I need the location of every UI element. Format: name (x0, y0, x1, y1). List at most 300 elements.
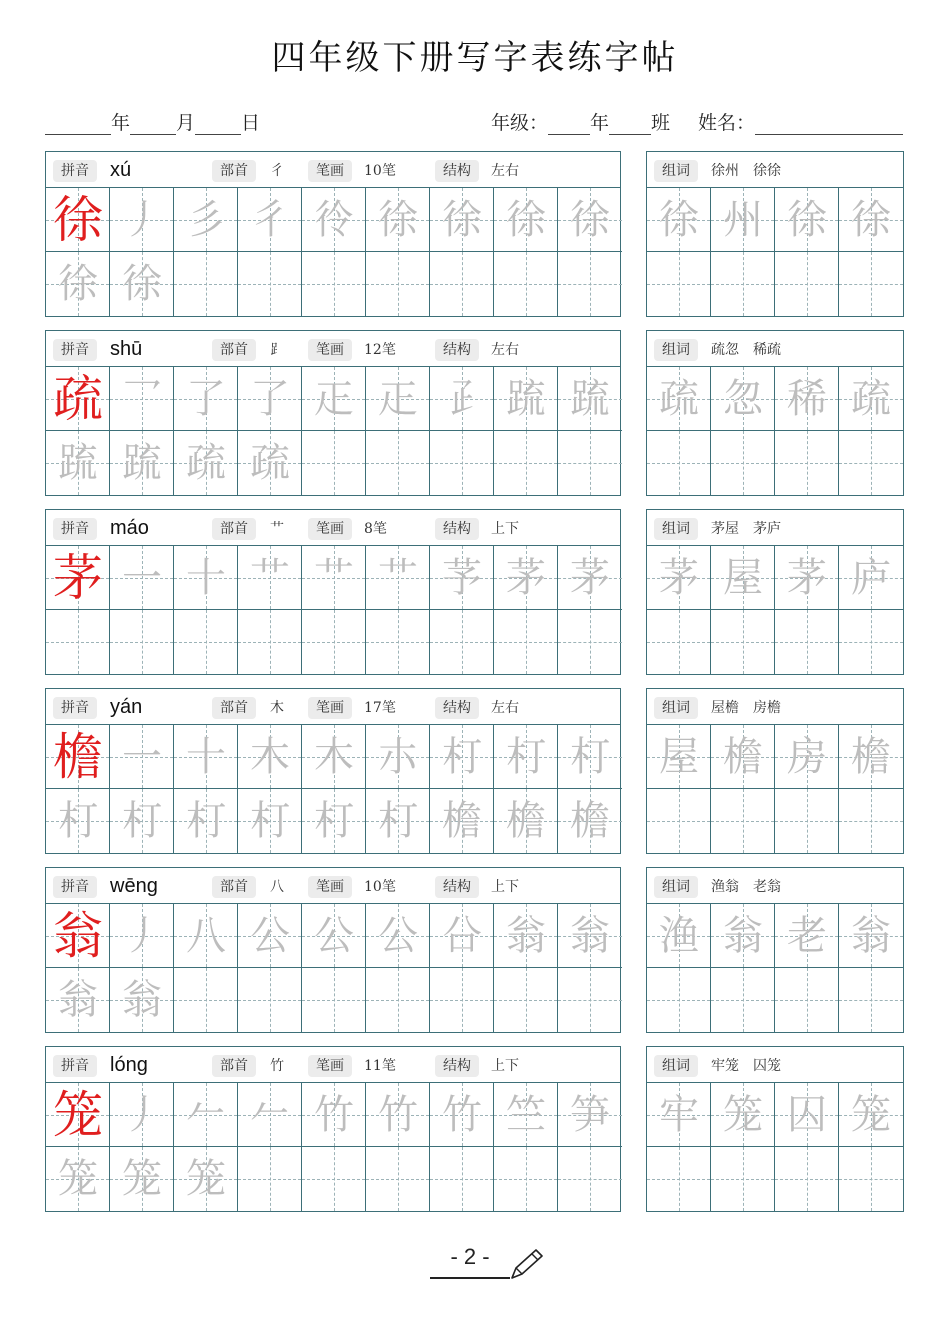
strokes-tag: 笔画 (308, 160, 352, 182)
grid-cell[interactable] (494, 431, 558, 495)
grid-cell[interactable] (647, 789, 711, 853)
grid-cell[interactable] (110, 546, 174, 610)
word-character: 翁 (723, 913, 763, 959)
trace-character: 艹 (378, 555, 418, 601)
trace-character: 䟽 (58, 440, 98, 486)
grid-cell[interactable] (238, 789, 302, 853)
grid-cell[interactable] (647, 968, 711, 1032)
words-box (646, 1046, 904, 1212)
word-character: 笼 (723, 1092, 763, 1138)
grid-cell[interactable] (366, 367, 430, 431)
grid-cell[interactable] (839, 431, 903, 495)
words-tag: 组词 (654, 876, 698, 898)
practice-box (45, 1046, 621, 1212)
grid-cell[interactable] (302, 546, 366, 610)
grid-cell[interactable] (46, 968, 110, 1032)
practice-box (45, 688, 621, 854)
class-label: 班 (650, 112, 670, 134)
grid-cell[interactable] (302, 1083, 366, 1147)
trace-character: 了 (186, 376, 226, 422)
grid-cell[interactable] (366, 904, 430, 968)
grid-cell[interactable] (494, 904, 558, 968)
grid-cell[interactable] (302, 789, 366, 853)
grid-cell[interactable] (647, 610, 711, 674)
trace-character: 檐 (506, 798, 546, 844)
trace-character: 徐 (570, 197, 610, 243)
grid-cell[interactable] (775, 1083, 839, 1147)
word-character: 忽 (723, 376, 763, 422)
grid-cell[interactable] (494, 188, 558, 252)
grid-cell[interactable] (238, 1147, 302, 1211)
grid-cell[interactable] (775, 546, 839, 610)
grid-cell[interactable] (494, 367, 558, 431)
words-header (647, 510, 903, 546)
words-box (646, 151, 904, 317)
pinyin-tag: 拼音 (53, 339, 97, 361)
trace-character: 朾 (122, 798, 162, 844)
grid-cell[interactable] (775, 789, 839, 853)
strokes-value: 8笔 (364, 521, 387, 537)
grid-cell[interactable] (430, 610, 494, 674)
structure-tag: 结构 (435, 518, 479, 540)
grid-cell[interactable] (711, 431, 775, 495)
grid-cell[interactable] (110, 367, 174, 431)
radical-value: 木 (270, 700, 284, 716)
grid-cell[interactable] (238, 1083, 302, 1147)
structure-value: 上下 (491, 521, 519, 537)
trace-character: 笼 (58, 1156, 98, 1202)
grid-cell[interactable] (174, 904, 238, 968)
grid-cell[interactable] (494, 725, 558, 789)
grid-cell[interactable] (366, 789, 430, 853)
grid-cell[interactable] (302, 904, 366, 968)
trace-character: 翁 (122, 977, 162, 1023)
grid-cell[interactable] (366, 546, 430, 610)
grid-cell[interactable] (647, 188, 711, 252)
pinyin-value: lóng (110, 1054, 148, 1076)
char-section (45, 509, 905, 677)
trace-character: 翁 (570, 913, 610, 959)
word-character: 疏 (851, 376, 891, 422)
grid-cell[interactable] (238, 610, 302, 674)
grid-cell[interactable] (46, 431, 110, 495)
grid-cell[interactable] (711, 968, 775, 1032)
word-character: 笼 (851, 1092, 891, 1138)
grid-cell[interactable] (302, 725, 366, 789)
trace-character: 徐 (442, 197, 482, 243)
strokes-value: 17笔 (364, 700, 396, 716)
words-box (646, 330, 904, 496)
trace-character: 彾 (314, 197, 354, 243)
strokes-tag: 笔画 (308, 697, 352, 719)
grid-cell[interactable] (558, 431, 622, 495)
grid-cell[interactable] (46, 188, 110, 252)
grid-cell[interactable] (238, 904, 302, 968)
grid-cell[interactable] (711, 188, 775, 252)
pinyin-value: máo (110, 517, 149, 539)
grid-cell[interactable] (647, 546, 711, 610)
radical-value: ⻊ (270, 342, 284, 358)
trace-character: 𠂉 (186, 1092, 226, 1138)
grid-cell[interactable] (558, 968, 622, 1032)
grid-cell[interactable] (174, 1083, 238, 1147)
grid-cell[interactable] (775, 968, 839, 1032)
grid-cell[interactable] (174, 188, 238, 252)
grid-cell[interactable] (430, 725, 494, 789)
grid-cell[interactable] (558, 904, 622, 968)
strokes-value: 10笔 (364, 163, 396, 179)
grid-cell[interactable] (647, 431, 711, 495)
grid-cell[interactable] (174, 725, 238, 789)
trace-character: 𠂉 (250, 1092, 290, 1138)
grid-cell[interactable] (839, 725, 903, 789)
year-label: 年 (111, 112, 131, 134)
grid-cell[interactable] (366, 610, 430, 674)
word-character: 檐 (851, 734, 891, 780)
grid-cell[interactable] (174, 610, 238, 674)
grid-cell[interactable] (174, 1147, 238, 1211)
words-value: 茅屋 茅庐 (711, 521, 781, 537)
grid-cell[interactable] (46, 252, 110, 316)
word-character: 老 (787, 913, 827, 959)
grid-cell[interactable] (46, 789, 110, 853)
grid-cell[interactable] (430, 904, 494, 968)
grid-cell[interactable] (775, 610, 839, 674)
trace-character: 朾 (186, 798, 226, 844)
grid-cell[interactable] (711, 1083, 775, 1147)
trace-character: 徐 (122, 261, 162, 307)
grid-cell[interactable] (366, 1083, 430, 1147)
trace-character: 彡 (186, 197, 226, 243)
month-label: 月 (176, 112, 196, 134)
words-value: 牢笼 囚笼 (711, 1058, 781, 1074)
structure-value: 上下 (491, 879, 519, 895)
grid-cell[interactable] (839, 1083, 903, 1147)
grid-cell[interactable] (174, 367, 238, 431)
grid-cell[interactable] (366, 725, 430, 789)
trace-character: 公 (378, 913, 418, 959)
trace-character: 笋 (570, 1092, 610, 1138)
grid-cell[interactable] (775, 367, 839, 431)
pinyin-tag: 拼音 (53, 876, 97, 898)
grid-cell[interactable] (558, 367, 622, 431)
strokes-tag: 笔画 (308, 1055, 352, 1077)
grid-cell[interactable] (46, 367, 110, 431)
grid-cell[interactable] (238, 367, 302, 431)
grid-cell[interactable] (647, 1083, 711, 1147)
grid-cell[interactable] (711, 610, 775, 674)
grid-cell[interactable] (711, 252, 775, 316)
trace-character: 芧 (442, 555, 482, 601)
grid-cell[interactable] (558, 252, 622, 316)
trace-character: 竹 (378, 1092, 418, 1138)
words-value: 渔翁 老翁 (711, 879, 781, 895)
strokes-tag: 笔画 (308, 339, 352, 361)
word-character: 茅 (659, 555, 699, 601)
grid-cell[interactable] (174, 546, 238, 610)
trace-character: 徐 (378, 197, 418, 243)
grid-cell[interactable] (711, 1147, 775, 1211)
grid-cell[interactable] (174, 252, 238, 316)
grid-cell[interactable] (110, 431, 174, 495)
grid-cell[interactable] (839, 252, 903, 316)
practice-box (45, 330, 621, 496)
char-info-header (46, 152, 620, 188)
grid-cell[interactable] (558, 188, 622, 252)
grid-cell[interactable] (647, 904, 711, 968)
grid-cell[interactable] (558, 610, 622, 674)
words-header (647, 868, 903, 904)
trace-character: 朾 (58, 798, 98, 844)
words-tag: 组词 (654, 1055, 698, 1077)
grid-cell[interactable] (174, 431, 238, 495)
model-character: 茅 (53, 549, 103, 607)
grid-cell[interactable] (238, 252, 302, 316)
month-blank[interactable] (130, 116, 176, 135)
structure-tag: 结构 (435, 697, 479, 719)
grid-cell[interactable] (430, 431, 494, 495)
grid-cell[interactable] (110, 252, 174, 316)
grid-cell[interactable] (430, 789, 494, 853)
grid-cell[interactable] (711, 367, 775, 431)
strokes-value: 10笔 (364, 879, 396, 895)
grid-cell[interactable] (558, 789, 622, 853)
grid-cell[interactable] (647, 252, 711, 316)
grid-cell[interactable] (302, 968, 366, 1032)
trace-character: 檐 (442, 798, 482, 844)
grid-cell[interactable] (46, 904, 110, 968)
grade-blank[interactable] (548, 116, 590, 135)
grid-cell[interactable] (430, 367, 494, 431)
trace-character: 竹 (314, 1092, 354, 1138)
grid-cell[interactable] (647, 367, 711, 431)
trace-character: 𤴓 (314, 376, 354, 422)
grid-cell[interactable] (775, 188, 839, 252)
trace-character: 艹 (314, 555, 354, 601)
trace-character: 翁 (58, 977, 98, 1023)
grid-cell[interactable] (558, 1083, 622, 1147)
trace-character: 十 (186, 734, 226, 780)
grid-cell[interactable] (110, 1083, 174, 1147)
word-character: 徐 (851, 197, 891, 243)
structure-value: 左右 (491, 342, 519, 358)
trace-character: 公 (314, 913, 354, 959)
word-character: 屋 (659, 734, 699, 780)
grid-cell[interactable] (366, 1147, 430, 1211)
grid-cell[interactable] (775, 725, 839, 789)
grid-cell[interactable] (430, 188, 494, 252)
grid-cell[interactable] (775, 252, 839, 316)
radical-tag: 部首 (212, 518, 256, 540)
radical-value: 彳 (270, 163, 284, 179)
grid-cell[interactable] (430, 546, 494, 610)
grid-cell[interactable] (238, 188, 302, 252)
grid-cell[interactable] (839, 546, 903, 610)
grid-cell[interactable] (494, 1083, 558, 1147)
grid-cell[interactable] (839, 610, 903, 674)
words-tag: 组词 (654, 160, 698, 182)
grid-cell[interactable] (366, 431, 430, 495)
grid-cell[interactable] (711, 904, 775, 968)
structure-tag: 结构 (435, 339, 479, 361)
trace-character: 丿 (122, 913, 162, 959)
radical-value: 竹 (270, 1058, 284, 1074)
grid-cell[interactable] (494, 789, 558, 853)
grid-cell[interactable] (110, 725, 174, 789)
grid-cell[interactable] (711, 789, 775, 853)
practice-box (45, 151, 621, 317)
strokes-tag: 笔画 (308, 518, 352, 540)
name-blank[interactable] (755, 116, 903, 135)
grid-cell[interactable] (494, 1147, 558, 1211)
trace-character: 乛 (122, 376, 162, 422)
page-number: - 2 - (450, 1244, 490, 1269)
grid-cell[interactable] (46, 1147, 110, 1211)
word-character: 牢 (659, 1092, 699, 1138)
grid-cell[interactable] (46, 1083, 110, 1147)
pinyin-value: wēng (110, 875, 158, 897)
grid-cell[interactable] (839, 367, 903, 431)
char-info-header (46, 510, 620, 546)
grid-cell[interactable] (46, 725, 110, 789)
grid-cell[interactable] (110, 188, 174, 252)
words-box (646, 688, 904, 854)
char-section (45, 330, 905, 498)
grid-cell[interactable] (46, 610, 110, 674)
grid-cell[interactable] (647, 725, 711, 789)
year-blank[interactable] (45, 116, 111, 135)
date-fields (45, 108, 260, 135)
grid-cell[interactable] (110, 968, 174, 1032)
trace-character: 朾 (442, 734, 482, 780)
model-character: 翁 (53, 907, 103, 965)
grid-cell[interactable] (238, 968, 302, 1032)
char-info-header (46, 689, 620, 725)
grid-cell[interactable] (302, 252, 366, 316)
grid-cell[interactable] (711, 725, 775, 789)
grid-cell[interactable] (494, 252, 558, 316)
grid-cell[interactable] (775, 431, 839, 495)
grid-cell[interactable] (711, 546, 775, 610)
word-character: 庐 (851, 555, 891, 601)
trace-character: 竺 (506, 1092, 546, 1138)
words-header (647, 331, 903, 367)
pinyin-tag: 拼音 (53, 518, 97, 540)
grade-label: 年级： (490, 112, 548, 134)
model-character: 徐 (53, 191, 103, 249)
grid-cell[interactable] (110, 610, 174, 674)
class-blank[interactable] (609, 116, 651, 135)
grid-cell[interactable] (366, 252, 430, 316)
grid-cell[interactable] (839, 904, 903, 968)
radical-tag: 部首 (212, 876, 256, 898)
practice-box (45, 509, 621, 675)
grid-cell[interactable] (430, 1083, 494, 1147)
info-row (45, 108, 903, 134)
char-section (45, 688, 905, 856)
radical-tag: 部首 (212, 339, 256, 361)
pinyin-tag: 拼音 (53, 1055, 97, 1077)
grid-cell[interactable] (839, 188, 903, 252)
trace-character: 翁 (506, 913, 546, 959)
radical-tag: 部首 (212, 1055, 256, 1077)
strokes-value: 11笔 (364, 1058, 396, 1074)
grid-cell[interactable] (430, 1147, 494, 1211)
word-character: 檐 (723, 734, 763, 780)
structure-tag: 结构 (435, 1055, 479, 1077)
grid-cell[interactable] (174, 968, 238, 1032)
trace-character: 茅 (570, 555, 610, 601)
pinyin-tag: 拼音 (53, 160, 97, 182)
model-character: 笼 (53, 1086, 103, 1144)
grid-cell[interactable] (839, 789, 903, 853)
student-fields (491, 108, 903, 135)
trace-character: 檐 (570, 798, 610, 844)
grid-cell[interactable] (110, 1147, 174, 1211)
grid-cell[interactable] (775, 904, 839, 968)
grid-cell[interactable] (302, 188, 366, 252)
grid-cell[interactable] (775, 1147, 839, 1211)
char-info-header (46, 331, 620, 367)
name-label: 姓名： (697, 112, 755, 134)
trace-character: 茅 (506, 555, 546, 601)
radical-tag: 部首 (212, 697, 256, 719)
structure-value: 左右 (491, 163, 519, 179)
grid-cell[interactable] (494, 610, 558, 674)
grid-cell[interactable] (430, 968, 494, 1032)
grid-cell[interactable] (302, 1147, 366, 1211)
grid-cell[interactable] (558, 546, 622, 610)
grid-cell[interactable] (302, 431, 366, 495)
grid-cell[interactable] (430, 252, 494, 316)
word-character: 囚 (787, 1092, 827, 1138)
grid-cell[interactable] (494, 546, 558, 610)
grid-cell[interactable] (366, 188, 430, 252)
grid-cell[interactable] (238, 546, 302, 610)
grid-cell[interactable] (302, 367, 366, 431)
grid-cell[interactable] (366, 968, 430, 1032)
footer-underline (430, 1277, 510, 1279)
word-character: 茅 (787, 555, 827, 601)
grid-cell[interactable] (839, 1147, 903, 1211)
grid-cell[interactable] (558, 1147, 622, 1211)
trace-character: 朾 (250, 798, 290, 844)
grid-cell[interactable] (110, 904, 174, 968)
trace-character: 丿 (122, 1092, 162, 1138)
strokes-value: 12笔 (364, 342, 396, 358)
grid-cell[interactable] (238, 725, 302, 789)
char-section (45, 867, 905, 1035)
grid-cell[interactable] (46, 546, 110, 610)
structure-tag: 结构 (435, 160, 479, 182)
grid-cell[interactable] (494, 968, 558, 1032)
grid-cell[interactable] (302, 610, 366, 674)
day-blank[interactable] (195, 116, 241, 135)
trace-character: 㕣 (442, 913, 482, 959)
grid-cell[interactable] (174, 789, 238, 853)
radical-tag: 部首 (212, 160, 256, 182)
grid-cell[interactable] (647, 1147, 711, 1211)
pen-icon (508, 1248, 546, 1282)
grid-cell[interactable] (110, 789, 174, 853)
char-section (45, 151, 905, 319)
grid-cell[interactable] (238, 431, 302, 495)
grid-cell[interactable] (558, 725, 622, 789)
trace-character: 䟽 (506, 376, 546, 422)
grid-cell[interactable] (839, 968, 903, 1032)
word-character: 州 (723, 197, 763, 243)
trace-character: 徐 (58, 261, 98, 307)
